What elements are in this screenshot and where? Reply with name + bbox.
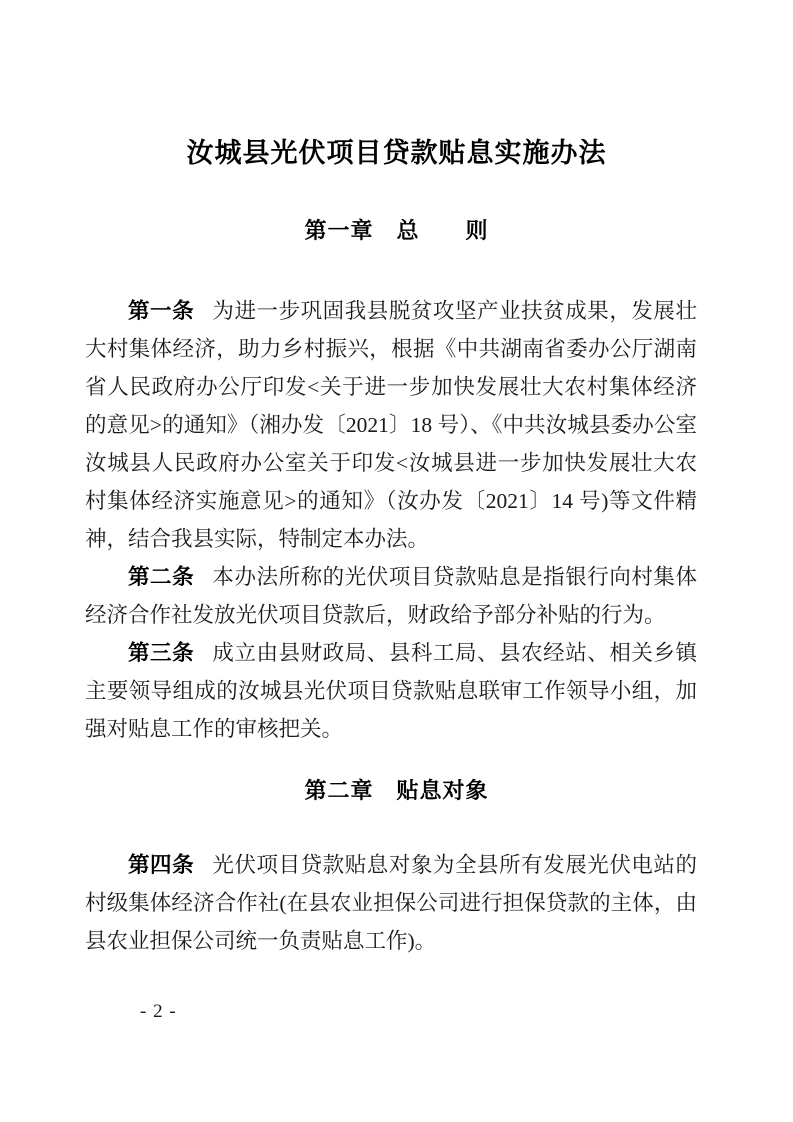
article-3 (85, 634, 697, 748)
chapter-2-heading: 第二章 贴息对象 (304, 778, 489, 803)
article-1 (85, 292, 697, 558)
page-number: - 2 - (140, 1001, 177, 1022)
chapter-1-body (85, 292, 697, 748)
article-4-text: 光伏项目贷款贴息对象为全县所有发展光伏电站的村级集体经济合作社(在县农业担保公司进行担保贷款的主体，由县农业担保公司统一负责贴息工作)。 (85, 853, 697, 953)
article-2-label: 第二条 (128, 565, 195, 589)
chapter-1-heading: 第一章 总 则 (304, 218, 489, 243)
article-2-text: 本办法所称的光伏项目贷款贴息是指银行向村集体经济合作社发放光伏项目贷款后，财政给予部分补贴的行为。 (85, 565, 697, 627)
chapter-2-body (85, 846, 697, 960)
article-4-label: 第四条 (128, 853, 195, 877)
article-3-label: 第三条 (128, 641, 195, 665)
article-4 (85, 846, 697, 960)
article-1-text: 为进一步巩固我县脱贫攻坚产业扶贫成果，发展壮大村集体经济，助力乡村振兴，根据《中共湖南省委办公厅湖南省人民政府办公厅印发<关于进一步加快发展壮大农村集体经济的意见>的通知》（湘办发〔2021〕18 号）、《中共汝城县委办公室汝城县人民政府办公室关于印发<汝城县进一步加快发展壮大农村集体经济实施意见>的通知》（汝办发〔2021〕14 号)等文件精神，结合我县实际，特制定本办法。 (85, 299, 697, 551)
article-1-label: 第一条 (128, 299, 195, 323)
document-title: 汝城县光伏项目贷款贴息实施办法 (186, 138, 607, 168)
article-2 (85, 558, 697, 634)
article-3-text: 成立由县财政局、县科工局、县农经站、相关乡镇主要领导组成的汝城县光伏项目贷款贴息联审工作领导小组，加强对贴息工作的审核把关。 (85, 641, 697, 741)
